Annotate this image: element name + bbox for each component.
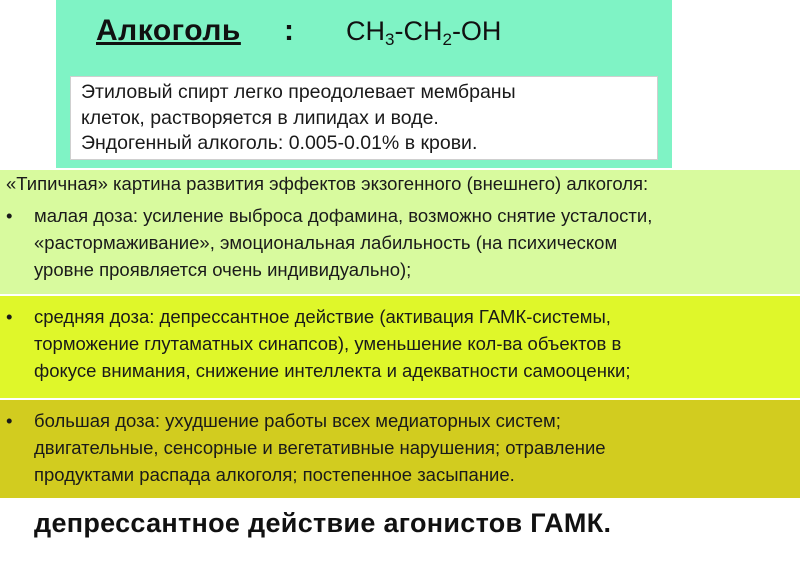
- medium-dose-line: торможение глутаматных синапсов), уменьшение кол-ва объектов в: [34, 333, 622, 354]
- large-dose-line: продуктами распада алкоголя; постепенное засыпание.: [34, 464, 515, 485]
- medium-dose-line: средняя доза: депрессантное действие (активация ГАМК-системы,: [34, 306, 611, 327]
- conclusion-text: депрессантное действие агонистов ГАМК.: [34, 508, 612, 538]
- formula-part: -CH: [394, 16, 443, 46]
- info-box: [70, 76, 658, 160]
- formula-part: CH: [346, 16, 385, 46]
- chemical-formula: [346, 16, 501, 50]
- title-colon: :: [284, 14, 294, 47]
- small-dose-line: малая доза: усиление выброса дофамина, возможно снятие усталости,: [34, 205, 653, 226]
- bullet-marker: •: [6, 306, 13, 327]
- bullet-marker: •: [6, 205, 13, 226]
- small-dose-band: [0, 170, 800, 294]
- large-dose-band: [0, 400, 800, 498]
- title-row: [96, 14, 656, 54]
- page-title: Алкоголь: [96, 14, 241, 47]
- large-dose-line: большая доза: ухудшение работы всех медиаторных систем;: [34, 410, 561, 431]
- small-dose-line: «растормаживание», эмоциональная лабильность (на психическом: [34, 232, 618, 253]
- formula-subscript: 3: [385, 30, 395, 49]
- large-dose-line: двигательные, сенсорные и вегетативные нарушения; отравление: [34, 437, 606, 458]
- info-line: Эндогенный алкоголь: 0.005-0.01% в крови.: [81, 132, 478, 154]
- medium-dose-band: [0, 296, 800, 398]
- bullet-marker: •: [6, 410, 13, 431]
- small-dose-line: уровне проявляется очень индивидуально);: [34, 259, 412, 280]
- effects-intro: «Типичная» картина развития эффектов экзогенного (внешнего) алкоголя:: [6, 173, 649, 194]
- info-line: Этиловый спирт легко преодолевает мембраны: [81, 81, 516, 103]
- info-line: клеток, растворяется в липидах и воде.: [81, 107, 439, 129]
- medium-dose-line: фокусе внимания, снижение интеллекта и адекватности самооценки;: [34, 360, 631, 381]
- formula-part: -OH: [451, 16, 502, 46]
- formula-subscript: 2: [442, 30, 452, 49]
